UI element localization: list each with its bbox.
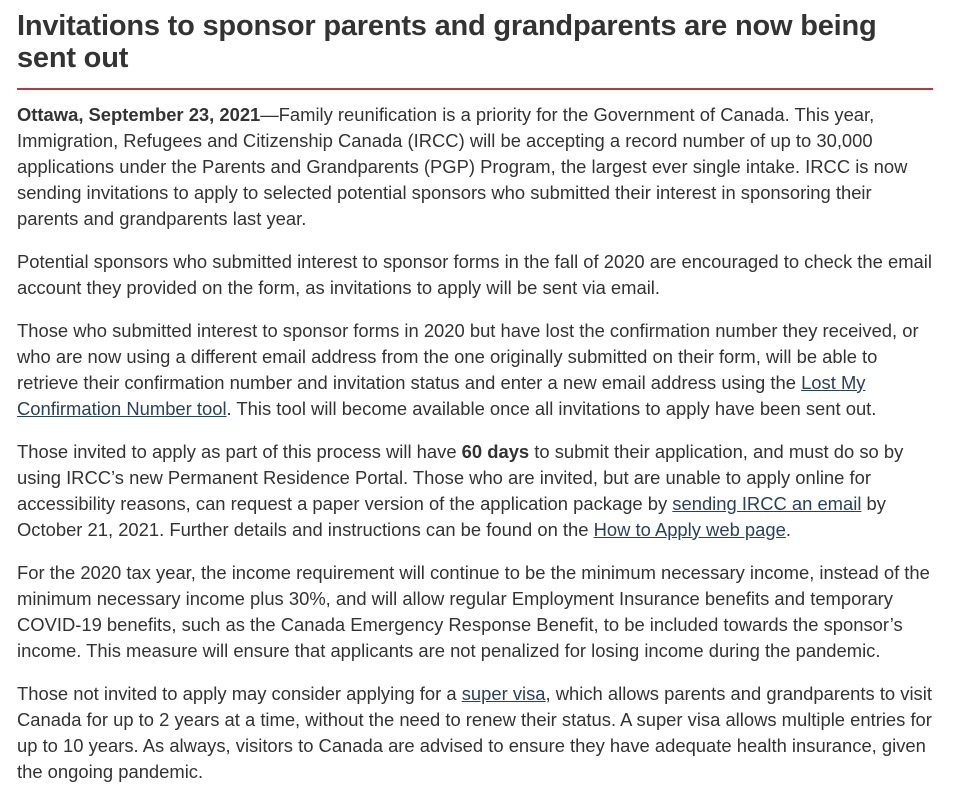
how-to-apply-web-page-link[interactable]: How to Apply web page — [593, 518, 786, 540]
text-run: , which allows parents and grandparents to visit Canada for up to 2 years at a time, without the need to renew their status. A super visa allows multiple entries for up to 10 years. As always, visitors to Canada are advised to ensure they have adequate health insurance, given the ongoing pandemic. — [17, 682, 932, 782]
paragraph-6 — [17, 681, 933, 785]
super-visa-link[interactable]: super visa — [461, 682, 546, 704]
news-release-article — [17, 0, 933, 785]
page-title: Invitations to sponsor parents and grandparents are now being sent out — [17, 10, 933, 90]
paragraph-5 — [17, 560, 933, 664]
text-run: . This tool will become available once all invitations to apply have been sent out. — [226, 397, 877, 419]
text-run: Those who submitted interest to sponsor forms in 2020 but have lost the confirmation number they received, or who are now using a different email address from the one originally submitted on their form, will be able to retrieve their confirmation number and invitation status and enter a new email address using the — [17, 319, 919, 393]
sixty-days-emphasis: 60 days — [461, 440, 530, 462]
text-run: Those not invited to apply may consider applying for a — [17, 682, 462, 704]
paragraph-2 — [17, 249, 933, 301]
text-run: Potential sponsors who submitted interest to sponsor forms in the fall of 2020 are encouraged to check the email account they provided on the form, as invitations to apply will be sent via email. — [17, 250, 932, 298]
paragraph-3 — [17, 318, 933, 422]
text-run: For the 2020 tax year, the income requirement will continue to be the minimum necessary income, instead of the minimum necessary income plus 30%, and will allow regular Employment Insurance benefits and temporary COVID-19 benefits, such as the Canada Emergency Response Benefit, to be included towards the sponsor’s income. This measure will ensure that applicants are not penalized for losing income during the pandemic. — [17, 561, 930, 661]
paragraph-1 — [17, 102, 933, 232]
text-run: . — [785, 518, 791, 540]
paragraph-4 — [17, 439, 933, 543]
text-run: Those invited to apply as part of this process will have — [17, 440, 462, 462]
dateline: Ottawa, September 23, 2021 — [17, 103, 261, 125]
text-run: by October 21, 2021. Further details and instructions can be found on the — [17, 492, 886, 540]
lost-my-confirmation-number-tool-link[interactable]: Lost My Confirmation Number tool — [17, 371, 866, 419]
text-run: —Family reunification is a priority for the Government of Canada. This year, Immigration, Refugees and Citizenship Canada (IRCC) will be accepting a record number of up to 30,000 applications under the Parents and Grandparents (PGP) Program, the largest ever single intake. IRCC is now sending invitations to apply to selected potential sponsors who submitted their interest in sponsoring their parents and grandparents last year. — [17, 103, 908, 229]
sending-ircc-an-email-link[interactable]: sending IRCC an email — [672, 492, 862, 514]
article-body — [17, 102, 933, 785]
text-run: to submit their application, and must do so by using IRCC’s new Permanent Residence Portal. Those who are invited, but are unable to apply online for accessibility reasons, can request a paper version of the application package by — [17, 440, 904, 514]
